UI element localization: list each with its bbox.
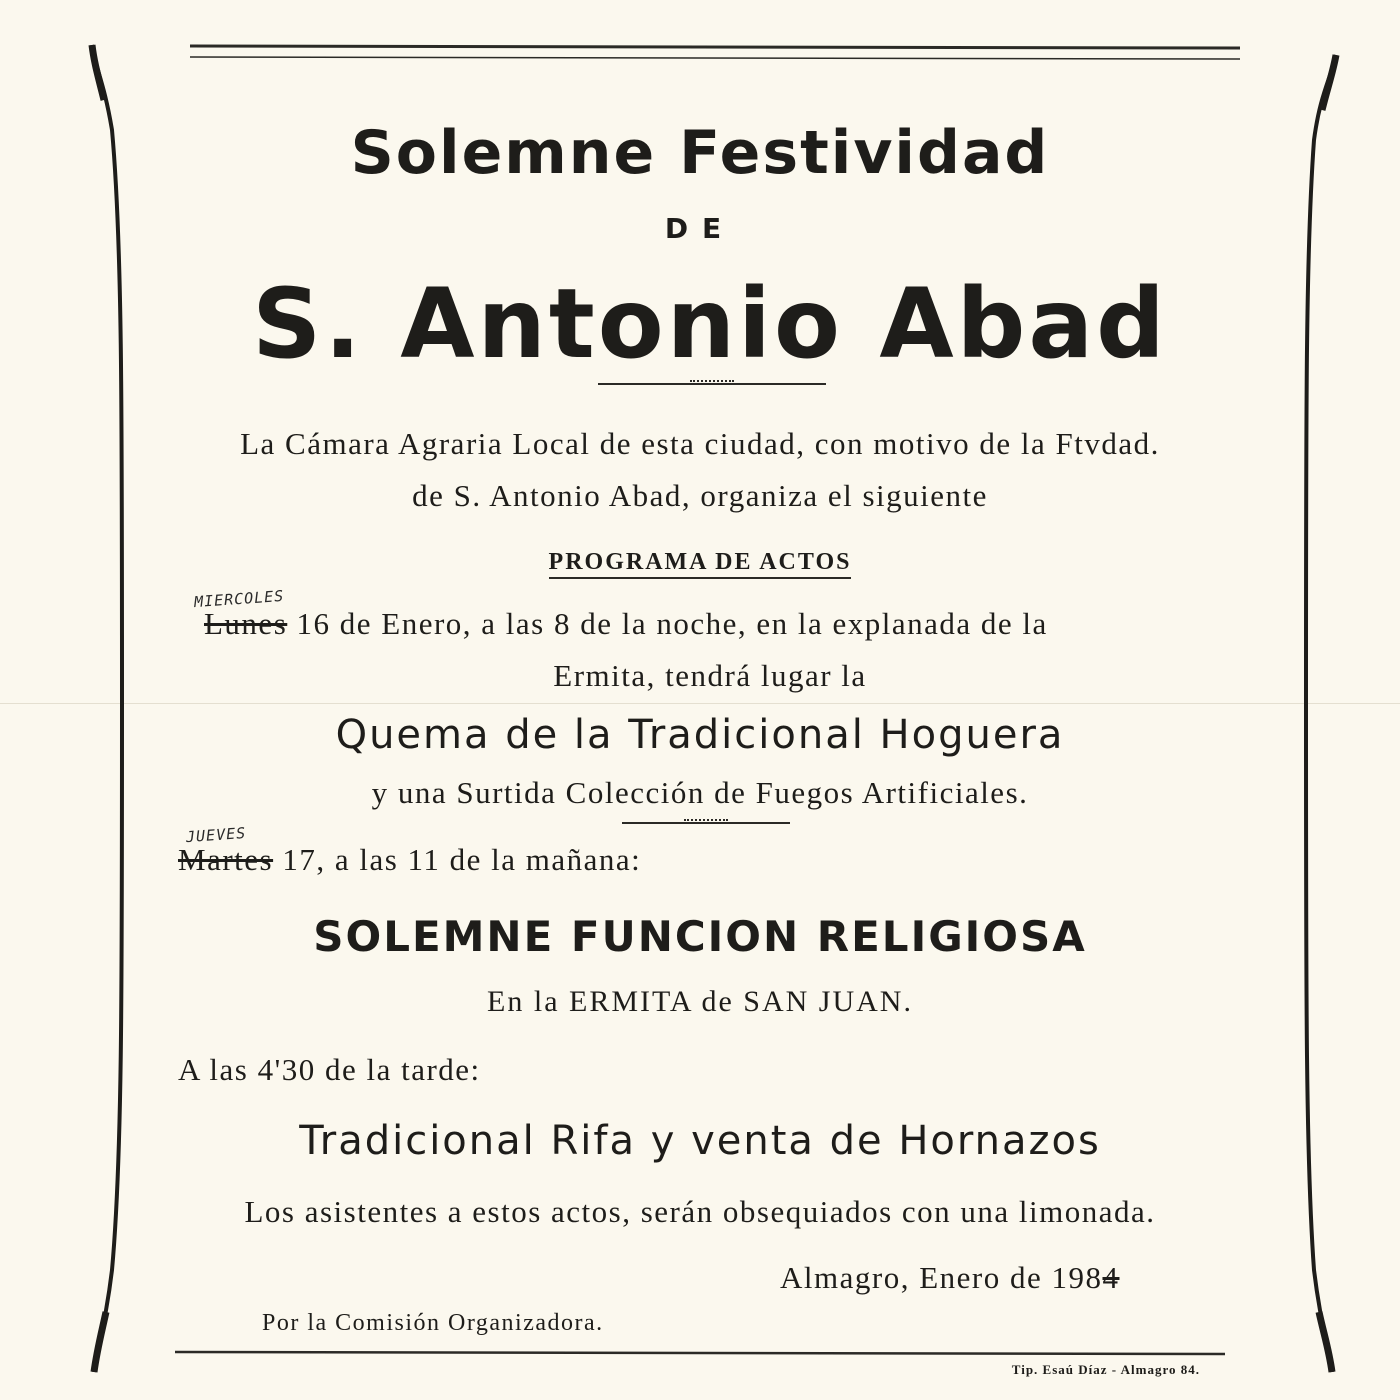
place-date	[780, 1260, 1119, 1296]
afternoon-time: A las 4'30 de la tarde:	[178, 1052, 481, 1087]
day1-line	[204, 606, 1048, 642]
day1-text-cont: Ermita, tendrá lugar la	[553, 658, 867, 693]
title-divider	[598, 383, 826, 385]
day2-line	[178, 842, 641, 878]
note-limonada: Los asistentes a estos actos, serán obsequiados con una limonada.	[244, 1194, 1156, 1229]
signature: Por la Comisión Organizadora.	[262, 1310, 604, 1336]
bottom-rule	[175, 1352, 1225, 1354]
day1-text: 16 de Enero, a las 8 de la noche, en la explanada de la	[296, 606, 1048, 641]
event-ermita-san-juan: En la ERMITA de SAN JUAN.	[487, 985, 913, 1018]
intro-line-1: La Cámara Agraria Local de esta ciudad, con motivo de la Ftvdad.	[240, 426, 1160, 461]
event-rifa-hornazos: Tradicional Rifa y venta de Hornazos	[299, 1118, 1101, 1164]
intro-line-2: de S. Antonio Abad, organiza el siguiente	[412, 478, 988, 513]
section-divider	[622, 822, 790, 824]
handwritten-day-1: MIERCOLES	[193, 586, 285, 612]
day2-text: 17, a las 11 de la mañana:	[282, 842, 642, 877]
struck-day-2: Martes	[178, 842, 274, 877]
title-solemne-festividad: Solemne Festividad	[350, 118, 1050, 188]
top-rule-2	[190, 57, 1240, 59]
event-fuegos-artificiales: y una Surtida Colección de Fuegos Artificiales.	[371, 775, 1029, 810]
struck-day-1: Lunes	[204, 606, 288, 641]
year-digit: 4	[1102, 1260, 1120, 1295]
printer-imprint: Tip. Esaú Díaz - Almagro 84.	[1011, 1362, 1200, 1377]
title-de: DE	[664, 212, 736, 245]
title-antonio-abad: S. Antonio Abad	[252, 268, 1168, 380]
event-quema-hoguera: Quema de la Tradicional Hoguera	[335, 712, 1065, 758]
program-heading: PROGRAMA DE ACTOS	[0, 549, 1400, 576]
event-funcion-religiosa: SOLEMNE FUNCION RELIGIOSA	[313, 912, 1087, 961]
place-date-text: Almagro, Enero de 198	[780, 1260, 1103, 1295]
top-rule-1	[190, 46, 1240, 48]
handwritten-day-2: JUEVES	[185, 823, 247, 847]
